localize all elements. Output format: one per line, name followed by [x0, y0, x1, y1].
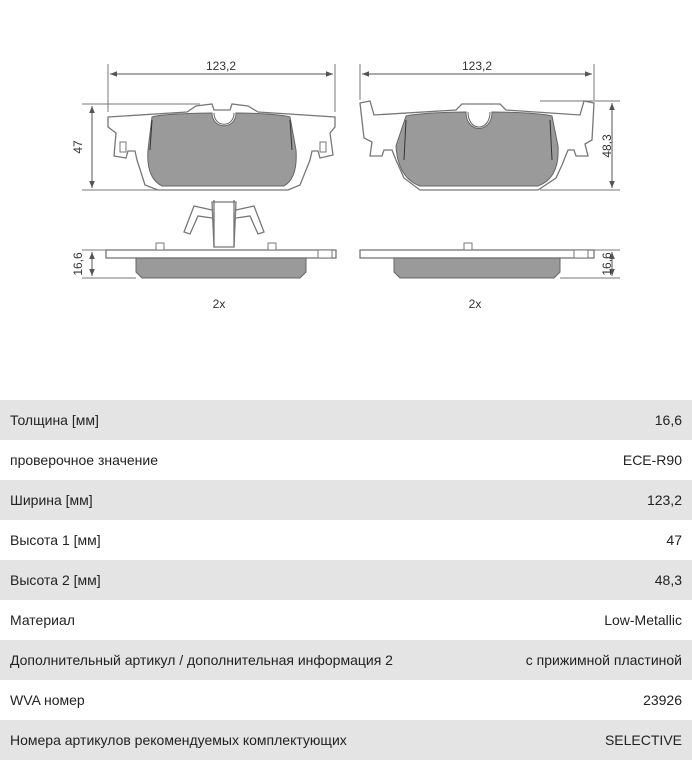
spec-value: с прижимной пластиной: [525, 652, 682, 668]
pad1-width-label: 123,2: [205, 59, 237, 73]
spec-value: 16,6: [654, 412, 682, 428]
pad1-height-label: 47: [71, 140, 85, 154]
spec-value: SELECTIVE: [604, 732, 682, 748]
pad1-front-view: [108, 104, 335, 190]
pad2-side-view: [360, 243, 594, 278]
pad2-width-label: 123,2: [461, 59, 493, 73]
spec-label: Высота 2 [мм]: [10, 572, 101, 588]
spec-value: 123,2: [646, 492, 682, 508]
pad2-width-dimension: [360, 59, 594, 100]
spec-label: Высота 1 [мм]: [10, 532, 101, 548]
spec-label: Толщина [мм]: [10, 412, 99, 428]
spec-value: 48,3: [654, 572, 682, 588]
spring-clip: [184, 200, 264, 247]
spec-row-additional-info: [0, 640, 692, 680]
spec-row-thickness: [0, 400, 692, 440]
spec-value: ECE-R90: [622, 452, 682, 468]
spec-label: Дополнительный артикул / дополнительная информация 2: [10, 652, 393, 668]
spec-row-recommended-parts: [0, 720, 692, 760]
pad1-thickness-label: 16,6: [71, 252, 85, 276]
spec-row-width: [0, 480, 692, 520]
spec-label: проверочное значение: [10, 452, 159, 468]
spec-table: [0, 400, 692, 760]
spec-value: Low-Metallic: [604, 612, 682, 628]
spec-row-test-value: [0, 440, 692, 480]
spec-label: Номера артикулов рекомендуемых комплектующих: [10, 732, 347, 748]
pad1-quantity-label: 2x: [212, 297, 226, 311]
spec-row-height-2: [0, 560, 692, 600]
spec-row-height-1: [0, 520, 692, 560]
pad2-quantity-label: 2x: [468, 297, 482, 311]
spec-row-wva-number: [0, 680, 692, 720]
spec-label: Материал: [10, 612, 75, 628]
spec-value: 47: [666, 532, 682, 548]
spec-value: 23926: [643, 692, 682, 708]
spec-label: Ширина [мм]: [10, 492, 93, 508]
spec-row-material: [0, 600, 692, 640]
pad2-thickness-label: 16,6: [600, 252, 614, 276]
pad2-front-view: [360, 101, 594, 190]
spec-label: WVA номер: [10, 692, 85, 708]
pad1-side-view: [106, 243, 336, 278]
pad2-height-label: 48,3: [600, 134, 614, 158]
